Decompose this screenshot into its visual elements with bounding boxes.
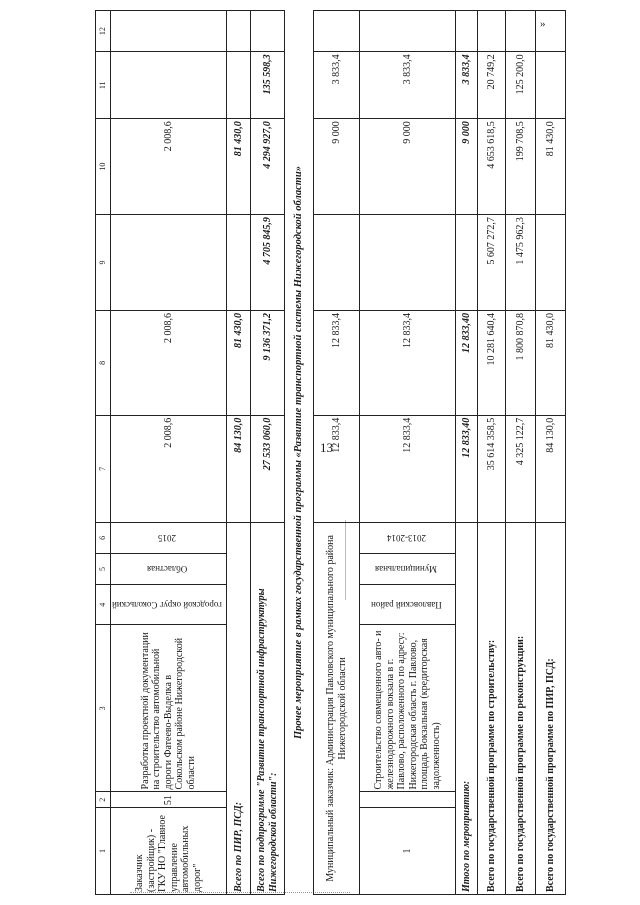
col-number: 3 xyxy=(96,625,111,792)
col-number: 8 xyxy=(96,310,111,415)
value-cell xyxy=(314,11,360,52)
value-cell: 84 130,0 xyxy=(536,415,566,522)
value-cell: 4 294 927,0 xyxy=(251,119,285,215)
value-cell: 1 800 870,8 xyxy=(506,310,536,415)
col-number: 11 xyxy=(96,52,111,119)
col-number: 1 xyxy=(96,808,111,895)
value-cell: 9 000 xyxy=(456,119,478,215)
district-cell: городской округ Сокольский xyxy=(111,585,227,625)
row-label: Всего по государственной программе по реконструкции: xyxy=(506,522,536,894)
section-title: Прочее мероприятие в рамках государственной программы «Развитие транспортной системы Нижегородской области» xyxy=(285,11,314,895)
col-number: 10 xyxy=(96,119,111,215)
value-cell xyxy=(360,11,456,52)
value-cell xyxy=(111,11,227,52)
program-table xyxy=(95,10,566,895)
value-cell: 125 200,0 xyxy=(506,52,536,119)
table-row-subprogram-total xyxy=(251,11,285,895)
row-label: Всего по ПИР, ПСД: xyxy=(227,522,251,894)
value-cell: 199 708,5 xyxy=(506,119,536,215)
customer-cell: Заказчик (застройщик) - ГКУ НО "Главное управление автомобильных дорог" xyxy=(111,808,227,895)
col-number: 6 xyxy=(96,522,111,553)
table-row-total-reconstruction xyxy=(506,11,536,895)
col-number: 2 xyxy=(96,792,111,808)
value-cell: 2 008,6 xyxy=(111,310,227,415)
value-cell: 2 008,6 xyxy=(111,119,227,215)
row-label: Итого по мероприятию: xyxy=(456,522,478,894)
value-cell: 135 598,3 xyxy=(251,52,285,119)
row-label: Всего по подпрограмме "Развитие транспортной инфраструктуры Нижегородской области": xyxy=(251,522,285,894)
value-cell: 35 614 358,5 xyxy=(478,415,506,522)
value-cell: 12 833,40 xyxy=(456,310,478,415)
value-cell: 84 130,0 xyxy=(227,415,251,522)
col-number: 5 xyxy=(96,553,111,584)
value-cell xyxy=(456,11,478,52)
value-cell: 3 833,4 xyxy=(314,52,360,119)
item-number: 51 xyxy=(111,792,227,808)
value-cell xyxy=(536,11,566,52)
value-cell: 1 475 962,3 xyxy=(506,215,536,311)
description-cell: Разработка проектной документации на строительство автомобильной дороги Фатеево-Выделка в Сокольском районе Нижегородской области xyxy=(111,625,227,792)
value-cell: 20 749,2 xyxy=(478,52,506,119)
value-cell: 12 833,4 xyxy=(360,415,456,522)
col-number: 12 xyxy=(96,11,111,52)
table-row-design-doc xyxy=(111,11,227,895)
value-cell: 3 833,4 xyxy=(456,52,478,119)
table-row-total-construction xyxy=(478,11,506,895)
col-number: 4 xyxy=(96,585,111,625)
table-row-itogo xyxy=(456,11,478,895)
description-cell: Строительство совмещенного авто- и железнодорожного вокзала в г. Павлово, расположенного по адресу: Нижегородская область г. Павлово, площадь Вокзальная (кредиторская задолженность) xyxy=(360,625,456,792)
ownership-cell: Муниципальная xyxy=(360,553,456,584)
value-cell xyxy=(360,215,456,311)
value-cell: 12 833,4 xyxy=(360,310,456,415)
value-cell: 9 136 371,2 xyxy=(251,310,285,415)
value-cell xyxy=(227,52,251,119)
value-cell xyxy=(536,52,566,119)
value-cell: 4 653 618,5 xyxy=(478,119,506,215)
value-cell xyxy=(227,11,251,52)
value-cell: 12 833,4 xyxy=(314,310,360,415)
value-cell: 81 430,0 xyxy=(227,119,251,215)
value-cell: 5 607 272,7 xyxy=(478,215,506,311)
value-cell: 9 000 xyxy=(360,119,456,215)
value-cell: 9 000 xyxy=(314,119,360,215)
value-cell xyxy=(111,215,227,311)
corner-mark: » xyxy=(540,18,546,30)
value-cell: 81 430,0 xyxy=(536,119,566,215)
value-cell xyxy=(111,52,227,119)
years-cell: 2015 xyxy=(111,522,227,553)
item-number: 1 xyxy=(360,808,456,895)
value-cell: 81 430,0 xyxy=(227,310,251,415)
value-cell: 10 281 640,4 xyxy=(478,310,506,415)
value-cell: 4 325 122,7 xyxy=(506,415,536,522)
value-cell xyxy=(251,11,285,52)
ownership-cell: Областная xyxy=(111,553,227,584)
empty-cell xyxy=(360,792,456,808)
value-cell xyxy=(536,215,566,311)
section-title-row xyxy=(285,11,314,895)
page-number: 13 xyxy=(320,440,333,455)
value-cell: 12 833,40 xyxy=(456,415,478,522)
value-cell: 12 833,4 xyxy=(314,415,360,522)
district-cell: Павловский район xyxy=(360,585,456,625)
value-cell: 27 533 060,0 xyxy=(251,415,285,522)
row-label: Всего по государственной программе по строительству: xyxy=(478,522,506,894)
table-row-total-pir xyxy=(227,11,251,895)
col-number: 9 xyxy=(96,215,111,311)
table-row-station xyxy=(360,11,456,895)
value-cell: 4 705 845,9 xyxy=(251,215,285,311)
row-label: Муниципальный заказчик: Администрация Павловского муниципального района Нижегородской области xyxy=(314,522,360,894)
row-label: Всего по государственной программе по ПИР, ПСД: xyxy=(536,522,566,894)
years-cell: 2013-2014 xyxy=(360,522,456,553)
value-cell: 81 430,0 xyxy=(536,310,566,415)
table-row-municipal-customer xyxy=(314,11,360,895)
column-number-row xyxy=(96,11,111,895)
value-cell: 3 833,4 xyxy=(360,52,456,119)
value-cell xyxy=(506,11,536,52)
col-number: 7 xyxy=(96,415,111,522)
value-cell xyxy=(456,215,478,311)
value-cell: 2 008,6 xyxy=(111,415,227,522)
value-cell xyxy=(478,11,506,52)
rotated-table-wrapper xyxy=(95,10,565,895)
table-row-total-psd xyxy=(536,11,566,895)
value-cell xyxy=(314,215,360,311)
value-cell xyxy=(227,215,251,311)
